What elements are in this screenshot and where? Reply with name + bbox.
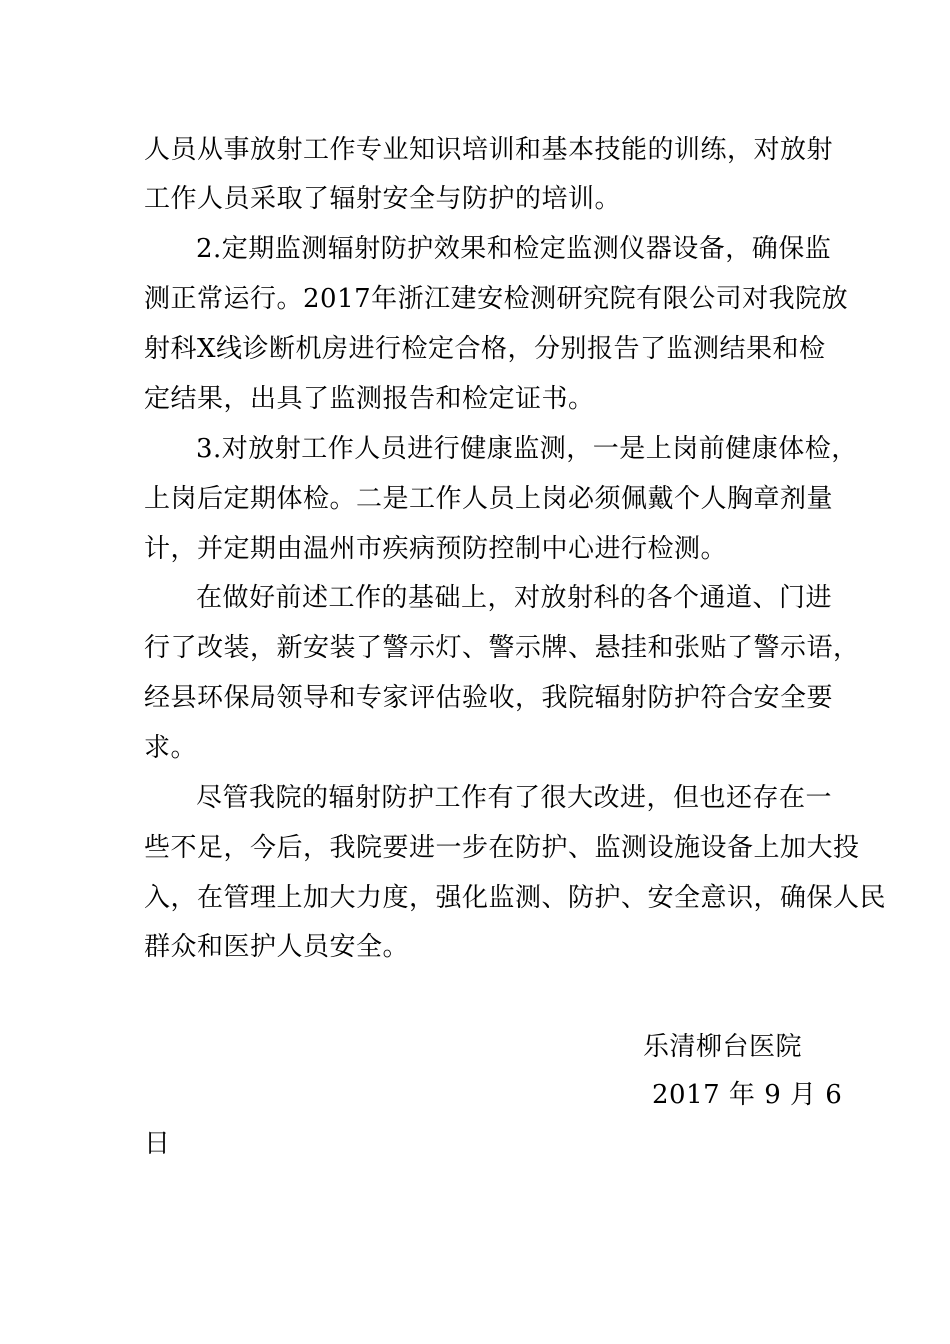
paragraph-line: 3.对放射工作人员进行健康监测，一是上岗前健康体检， <box>196 434 858 464</box>
paragraph-line: 射科X线诊断机房进行检定合格，分别报告了监测结果和检 <box>144 334 826 364</box>
paragraph-line: 在做好前述工作的基础上，对放射科的各个通道、门进 <box>196 583 833 613</box>
paragraph-line: 求。 <box>144 733 198 763</box>
paragraph-line: 测正常运行。2017年浙江建安检测研究院有限公司对我院放 <box>144 284 849 314</box>
paragraph-line: 工作人员采取了辐射安全与防护的培训。 <box>144 184 622 214</box>
paragraph-line: 计，并定期由温州市疾病预防控制中心进行检测。 <box>144 534 728 564</box>
paragraph-line: 人员从事放射工作专业知识培训和基本技能的训练，对放射 <box>144 135 834 165</box>
paragraph-line: 群众和医护人员安全。 <box>144 932 410 962</box>
paragraph-line: 上岗后定期体检。二是工作人员上岗必须佩戴个人胸章剂量 <box>144 484 834 514</box>
paragraph-line: 入，在管理上加大力度，强化监测、防护、安全意识，确保人民 <box>144 883 887 913</box>
signature-date: 2017 年 9 月 6 <box>652 1080 843 1110</box>
paragraph-line: 行了改装，新安装了警示灯、警示牌、悬挂和张贴了警示语， <box>144 633 860 663</box>
paragraph-line: 些不足，今后，我院要进一步在防护、监测设施设备上加大投 <box>144 833 860 863</box>
paragraph-line: 2.定期监测辐射防护效果和检定监测仪器设备，确保监 <box>196 234 832 264</box>
signature-organization: 乐清柳台医院 <box>643 1032 803 1062</box>
paragraph-line: 定结果，出具了监测报告和检定证书。 <box>144 384 595 414</box>
signature-date-day: 日 <box>144 1129 171 1159</box>
paragraph-line: 经县环保局领导和专家评估验收，我院辐射防护符合安全要 <box>144 683 834 713</box>
paragraph-line: 尽管我院的辐射防护工作有了很大改进，但也还存在一 <box>196 783 833 813</box>
